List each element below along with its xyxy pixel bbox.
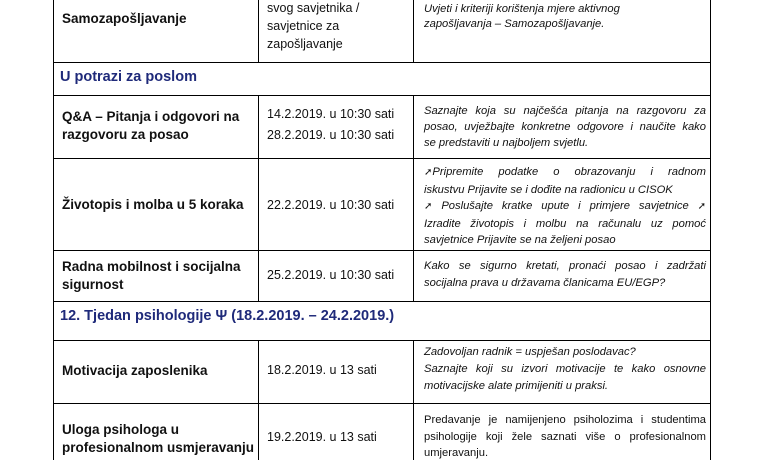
row-border <box>53 95 711 96</box>
description-line: psihologije koji žele saznati više o profesionalnom <box>424 430 706 443</box>
column-divider-1c <box>258 340 259 460</box>
date-line: svog savjetnika / <box>267 1 360 15</box>
column-divider-2c <box>413 340 414 460</box>
description-line: Predavanje je namijenjeno psiholozima i studentima <box>424 414 706 426</box>
title-line: Radna mobilnost i socijalna <box>62 259 241 274</box>
section-heading-job-search: U potrazi za poslom <box>60 69 197 85</box>
row-4-description <box>424 258 706 292</box>
row-border <box>53 158 711 159</box>
row-4-title <box>62 258 257 294</box>
description-line: umjeravanju. <box>424 447 489 459</box>
description-line: ➚ Poslušajte kratke upute i primjere savjetnice ➚ <box>424 200 706 212</box>
row-3-description <box>424 164 706 249</box>
arrow-right-icon: ➚ <box>697 201 706 212</box>
title-line: Uloga psihologa u <box>62 422 179 437</box>
title-line: Motivacija zaposlenika <box>62 363 208 378</box>
title-line: razgovoru za posao <box>62 127 189 142</box>
row-border <box>53 301 711 302</box>
arrow-right-icon: ➚ <box>424 167 433 178</box>
table-border-left <box>53 0 54 460</box>
column-divider-1 <box>258 0 259 62</box>
row-3-title <box>62 196 257 214</box>
description-line: socijalna prava u državama članicama EU/EGP? <box>424 277 666 289</box>
row-border <box>53 340 711 341</box>
description-line: se predstaviti u najboljem svjetlu. <box>424 137 589 149</box>
description-line: Kako se sigurno kretati, pronaći posao i zadržati <box>424 260 706 272</box>
column-divider-1b <box>258 95 259 301</box>
row-border <box>53 403 711 404</box>
date-line: 28.2.2019. u 10:30 sati <box>267 128 395 142</box>
row-2-title <box>62 108 257 144</box>
description-line: motivacijske alate primijeniti u praksi. <box>424 380 609 392</box>
description-line: Zadovoljan radnik = uspješan poslodavac? <box>424 346 636 358</box>
title-line: profesionalnom usmjeravanju <box>62 440 255 455</box>
date-line: 25.2.2019. u 10:30 sati <box>267 268 395 282</box>
title-line: Životopis i molba u 5 koraka <box>62 197 244 212</box>
row-5-title <box>62 362 257 380</box>
row-2-dates <box>267 104 412 146</box>
section-heading-psychology-week: 12. Tjedan psihologije Ψ (18.2.2019. – 24.2.2019.) <box>60 308 395 324</box>
row-2-description <box>424 103 706 151</box>
arrow-right-icon: ➚ <box>424 201 433 212</box>
row-3-dates <box>267 196 412 215</box>
date-line: zapošljavanje <box>267 37 343 51</box>
row-1-title <box>62 10 252 28</box>
row-border <box>53 62 711 63</box>
date-line: 22.2.2019. u 10:30 sati <box>267 198 395 212</box>
date-line: savjetnice za <box>267 19 340 33</box>
row-5-dates <box>267 361 412 380</box>
description-line: Saznajte koji su izvori motivacije te kako osnovne <box>424 363 706 375</box>
row-6-description <box>424 412 706 462</box>
date-line: 19.2.2019. u 13 sati <box>267 430 377 444</box>
column-divider-2b <box>413 95 414 301</box>
title-line: Samozapošljavanje <box>62 11 187 26</box>
description-line: Izradite životopis i molbu na računalu uz pomoć <box>424 217 706 230</box>
row-6-title <box>62 421 257 457</box>
table-border-right <box>710 0 711 460</box>
row-border <box>53 250 711 251</box>
description-line: Uvjeti i kriteriji korištenja mjere aktivnog <box>424 3 620 15</box>
description-line: savjetnice Prijavite se na željeni posao <box>424 234 616 246</box>
title-line: sigurnost <box>62 277 124 292</box>
description-line: zapošljavanja – Samozapošljavanje. <box>424 18 605 30</box>
description-line: Saznajte koja su najčešća pitanja na razgovoru za <box>424 105 706 117</box>
description-line: ➚Pripremite podatke o obrazovanju i radnom <box>424 166 706 178</box>
row-1-description <box>424 2 706 32</box>
row-6-dates <box>267 428 412 447</box>
description-line: iskustvu Prijavite se i dođite na radionicu u CISOK <box>424 183 673 196</box>
title-line: Q&A – Pitanja i odgovori na <box>62 109 240 124</box>
column-divider-2 <box>413 0 414 62</box>
date-line: 14.2.2019. u 10:30 sati <box>267 107 395 121</box>
description-line: posao, uvježbajte konkretne odgovore i naučite kako <box>424 121 706 133</box>
date-line: 18.2.2019. u 13 sati <box>267 363 377 377</box>
row-4-dates <box>267 266 412 285</box>
row-1-dates <box>267 0 412 53</box>
row-5-description <box>424 344 706 395</box>
